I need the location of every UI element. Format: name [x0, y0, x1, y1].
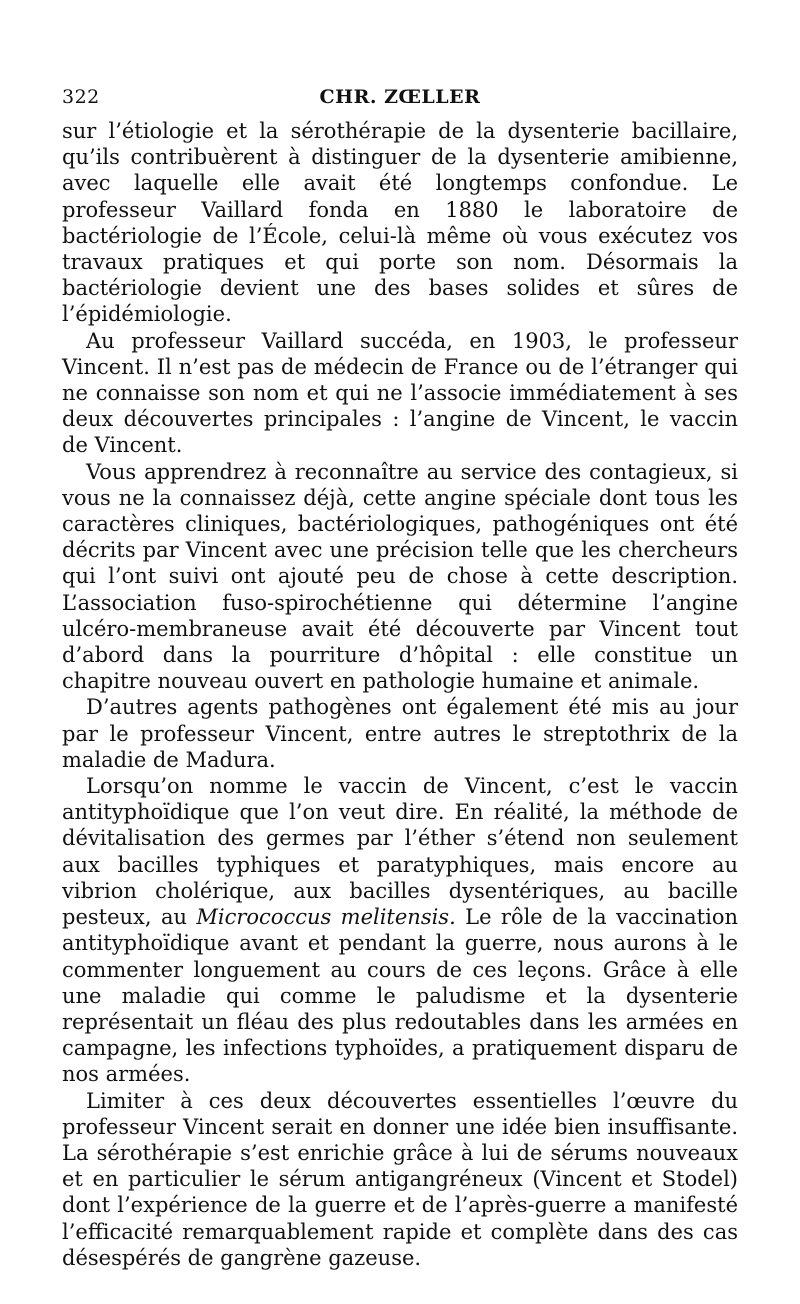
- paragraph-4: D’autres agents pathogènes ont également été mis au jour par le professeur Vincent, entre autres le streptothrix de la maladie de Madura.: [62, 695, 738, 772]
- page-header: [62, 78, 738, 108]
- paragraph-2: Au professeur Vaillard succéda, en 1903, le professeur Vincent. Il n’est pas de médecin de France ou de l’étranger qui ne connaisse son nom et qui ne l’associe immédiatement à ses deux découvertes principales : l’angine de Vincent, le vaccin de Vincent.: [62, 328, 738, 458]
- paragraph-6: Limiter à ces deux découvertes essentielles l’œuvre du professeur Vincent serait en donner une idée bien insuffisante. La sérothérapie s’est enrichie grâce à lui de sérums nouveaux et en particulier le sérum antigangréneux (Vincent et Stodel) dont l’expérience de la guerre et de l’après-guerre a manifesté l’efficacité remarquablement rapide et complète dans des cas désespérés de gangrène gazeuse.: [62, 1088, 738, 1270]
- document-page: [62, 78, 738, 1271]
- body-text: [62, 118, 738, 1271]
- paragraph-5: [62, 773, 738, 1087]
- paragraph-5-part-1: Lorsqu’on nomme le vaccin de Vincent, c’est le vaccin antityphoïdique que l’on veut dire. En réalité, la méthode de dévitalisation des germes par l’éther s’étend non seulement aux bacilles typhiques et paratyphiques, mais encore au vibrion cholérique, aux bacilles dysentériques, au bacille pesteux, au: [62, 774, 738, 930]
- paragraph-3: Vous apprendrez à reconnaître au service des contagieux, si vous ne la connaissez déjà, cette angine spéciale dont tous les caractères cliniques, bactériologiques, pathogéniques ont été décrits par Vincent avec une précision telle que les chercheurs qui l’ont suivi ont ajouté peu de chose à cette description. L’association fuso-spirochétienne qui détermine l’angine ulcéro-membraneuse avait été découverte par Vincent tout d’abord dans la pourriture d’hôpital : elle constitue un chapitre nouveau ouvert en pathologie humaine et animale.: [62, 459, 738, 694]
- italic-term-micrococcus: Micrococcus melitensis.: [196, 905, 456, 930]
- paragraph-1: sur l’étiologie et la sérothérapie de la dysenterie bacillaire, qu’ils contribuèrent à distinguer de la dysenterie amibienne, avec laquelle elle avait été longtemps confondue. Le professeur Vaillard fonda en 1880 le laboratoire de bactériologie de l’École, celui-là même où vous exécutez vos travaux pratiques et qui porte son nom. Désormais la bactériologie devient une des bases solides et sûres de l’épidémiologie.: [62, 119, 738, 327]
- running-head: CHR. ZŒLLER: [319, 86, 481, 108]
- page-number: 322: [62, 86, 100, 108]
- paragraph-5-part-2: Le rôle de la vaccination antityphoïdique avant et pendant la guerre, nous aurons à le commenter longuement au cours de ces leçons. Grâce à elle une maladie qui comme le paludisme et la dysenterie représentait un fléau des plus redoutables dans les armées en campagne, les infections typhoïdes, a pratiquement disparu de nos armées.: [62, 905, 738, 1087]
